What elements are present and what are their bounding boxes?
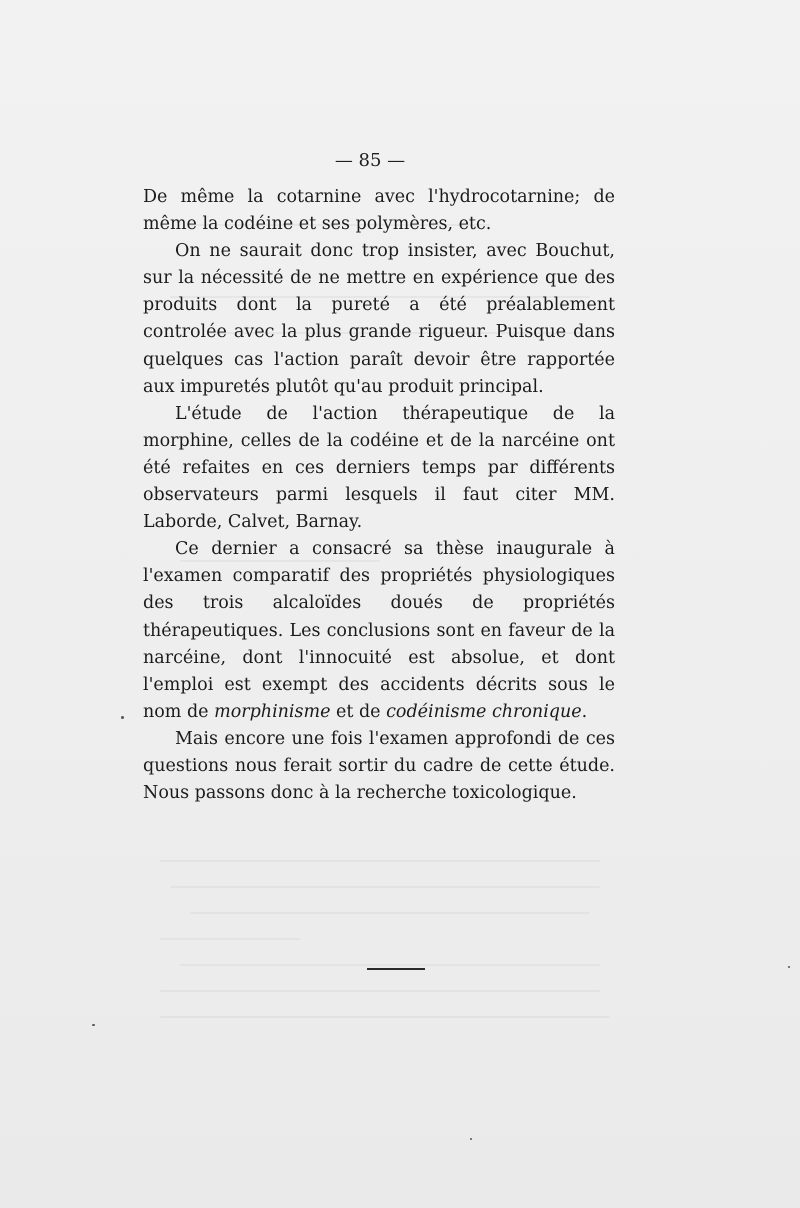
italic-term: codéinisme chronique [386, 701, 582, 722]
paragraph: On ne saurait donc trop insister, avec Bouchut, sur la nécessité de ne mettre en expérience que des produits dont la pureté a été préalablement controlée avec la plus grande rigueur. Puisque dans quelques cas l'action paraît devoir être rapportée aux impuretés plutôt qu'au produit principal. [143, 241, 615, 397]
print-speck [470, 1138, 472, 1140]
paragraph: L'étude de l'action thérapeutique de la morphine, celles de la codéine et de la narcéine ont été refaites en ces derniers temps par différents observateurs parmi lesquels il faut citer MM. Laborde, Calvet, Barnay. [143, 403, 615, 533]
italic-term: morphinisme [214, 701, 331, 722]
print-speck [788, 966, 790, 968]
paragraph [143, 536, 615, 726]
paragraph-text: et de [330, 701, 387, 722]
paragraph: De même la cotarnine avec l'hydrocotarnine; de même la codéine et ses polymères, etc. [143, 187, 615, 235]
body-text [143, 184, 615, 807]
print-speck [92, 1024, 95, 1026]
print-speck [121, 716, 124, 719]
paragraph-text: . [581, 701, 588, 722]
paragraph: Mais encore une fois l'examen approfondi de ces questions nous ferait sortir du cadre de cette étude. Nous passons donc à la recherche toxicologique. [143, 728, 615, 804]
section-end-rule [367, 968, 425, 970]
page-number: — 85 — [334, 150, 406, 171]
paragraph-text: Ce dernier a consacré sa thèse inaugurale à l'examen comparatif des propriétés physiologiques des trois alcaloïdes doués de propriétés thérapeutiques. Les conclusions sont en faveur de la narcéine, dont l'innocuité est absolue, et dont l'emploi est exempt des accidents décrits sous le nom de [143, 539, 615, 722]
